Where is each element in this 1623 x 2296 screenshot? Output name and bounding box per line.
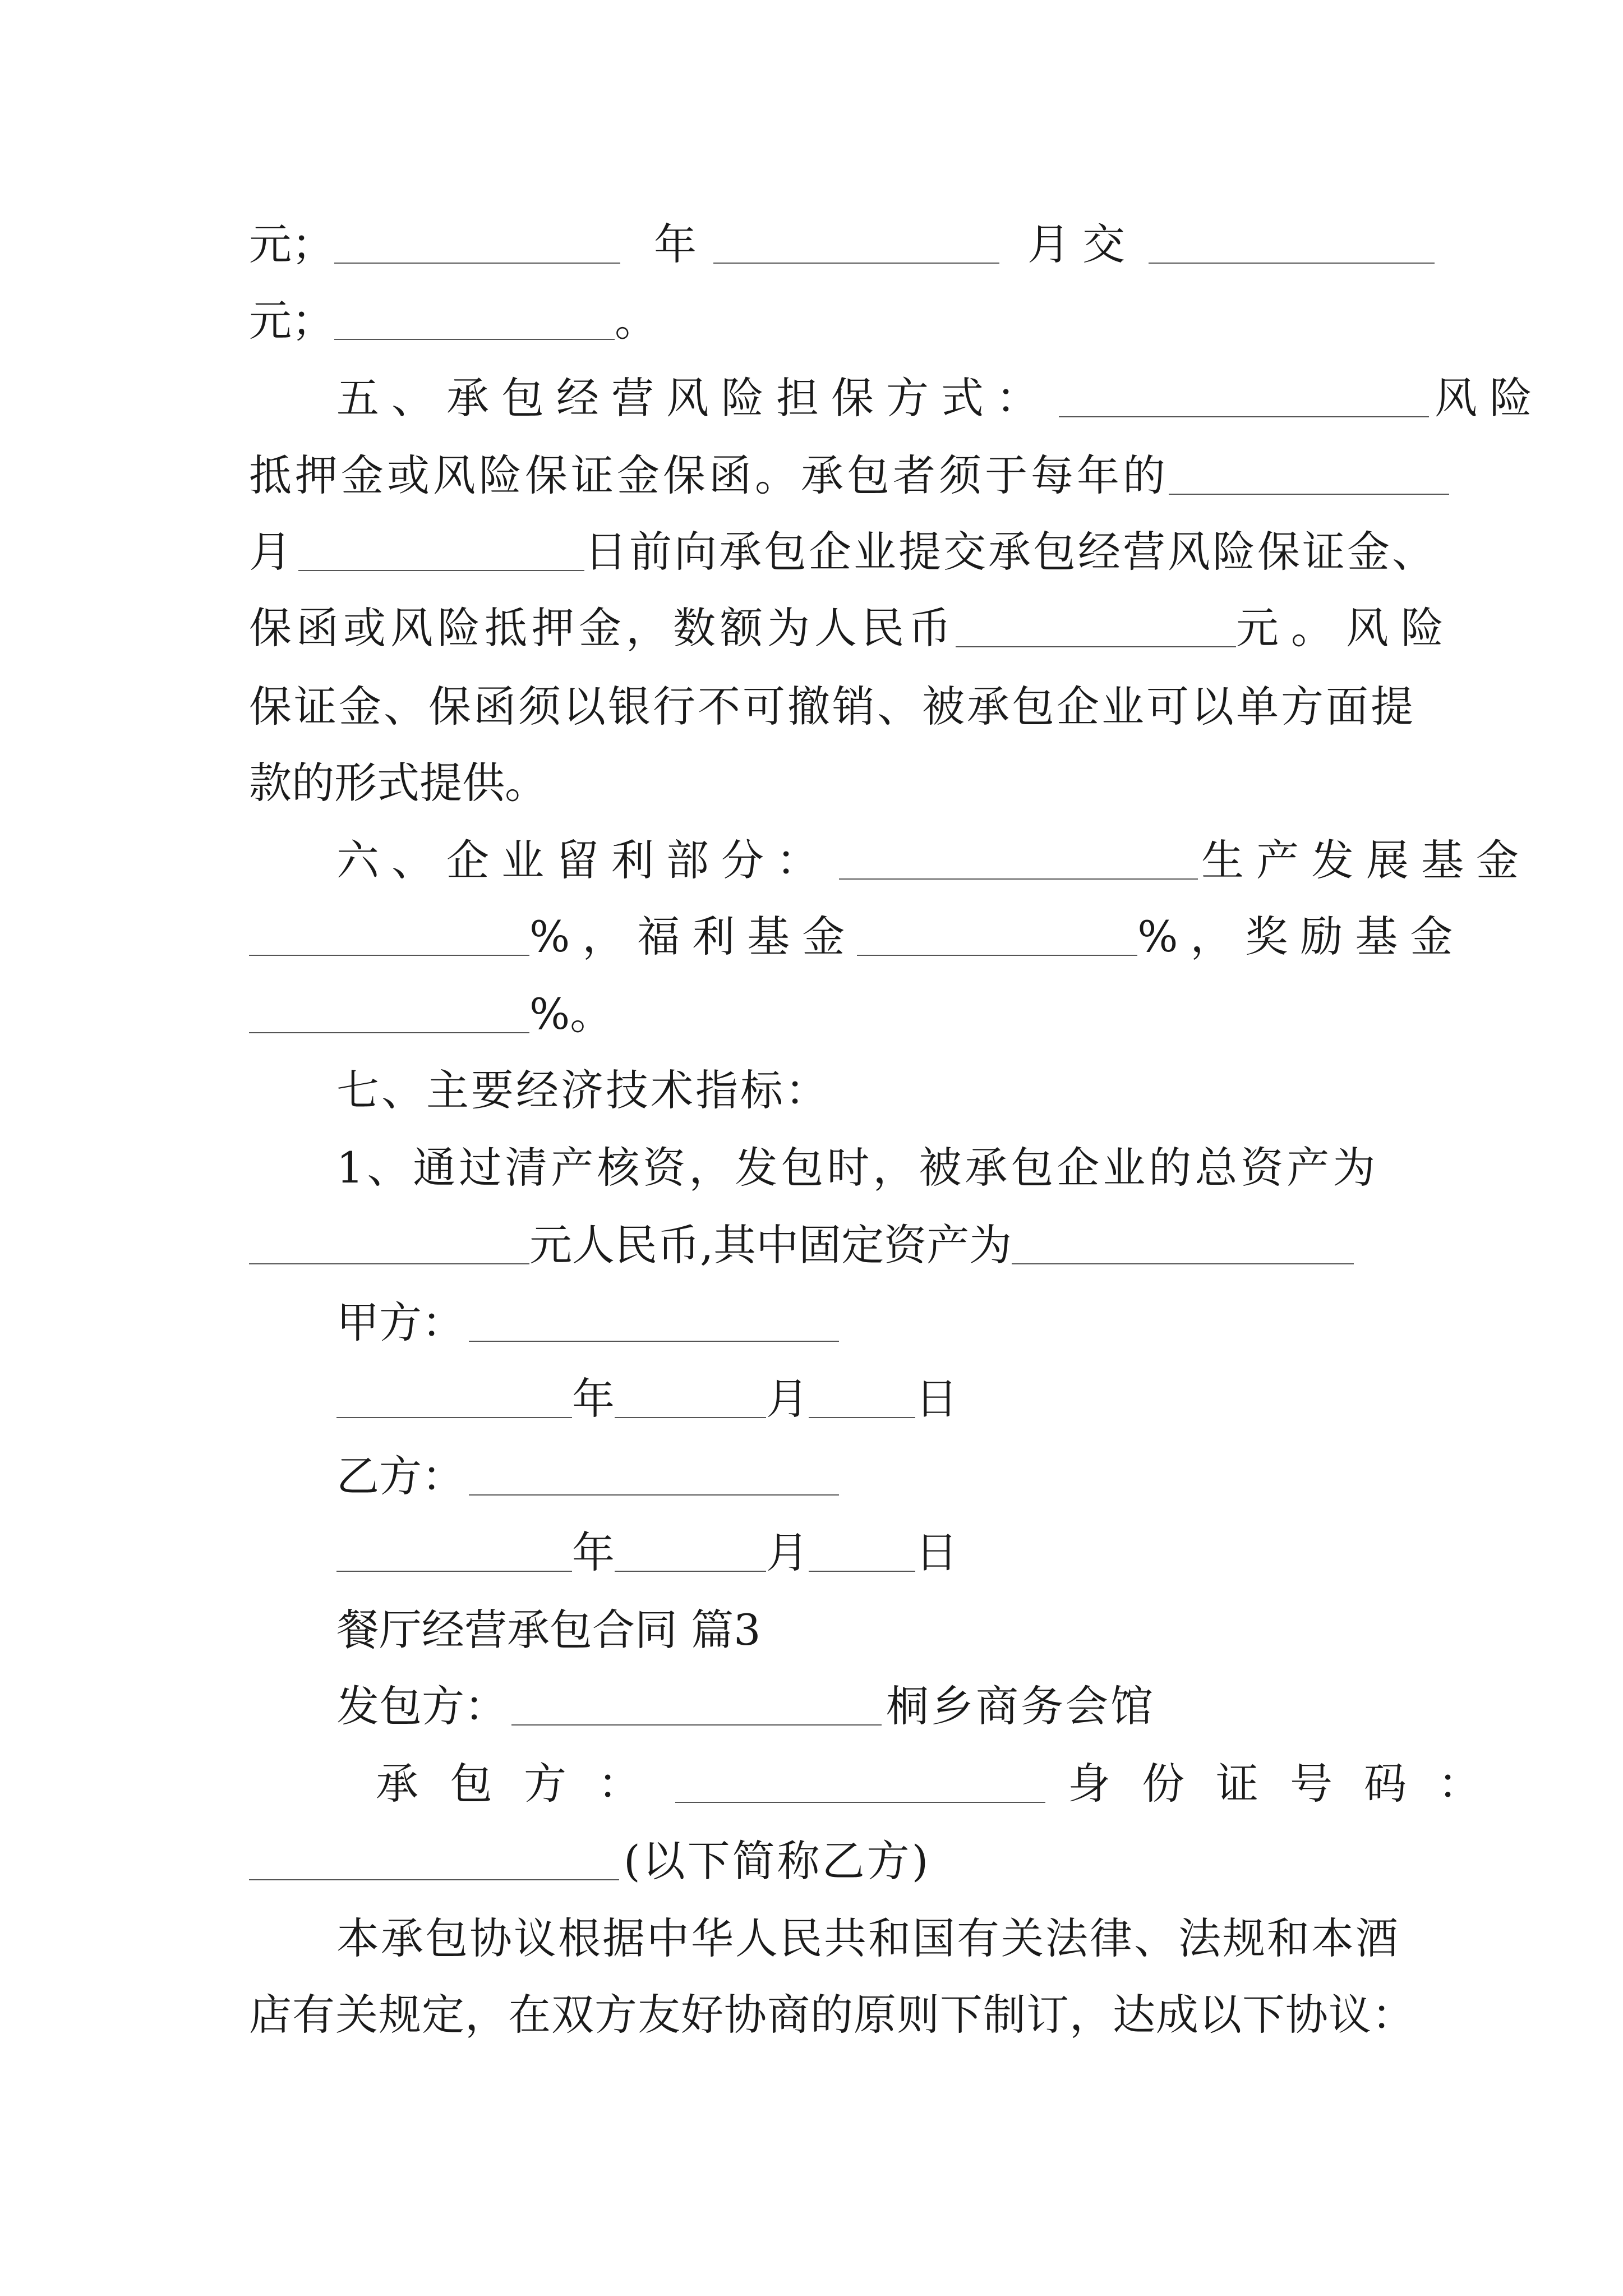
text-segment: 日前向承包企业提交承包经营风险保证金、 (584, 527, 1437, 577)
blank-field[interactable] (249, 920, 529, 956)
text-line-14 (249, 1206, 1387, 1273)
blank-field[interactable] (336, 1536, 572, 1572)
text-segment: 生产发展基金 (1201, 835, 1531, 885)
text-segment: 抵押金或风险保证金保函。承包者须于每年的 (249, 450, 1169, 500)
text-segment: 餐厅经营承包合同 篇3 (336, 1605, 761, 1655)
blank-field[interactable] (1012, 1228, 1354, 1264)
text-segment: 发包方： (336, 1681, 507, 1731)
signature-party-b (336, 1437, 1387, 1504)
text-segment: 五、承包经营风险担保方式： (336, 373, 1051, 423)
text-line-5 (249, 513, 1437, 580)
blank-field[interactable] (809, 1536, 915, 1572)
text-line-1 (249, 205, 1387, 273)
text-segment: 身份证号码： (1068, 1759, 1512, 1809)
blank-field[interactable] (511, 1690, 882, 1726)
text-segment: %，奖励基金 (1137, 912, 1465, 961)
signature-date-b (336, 1513, 1387, 1581)
text-segment: 六、企业留利部分： (336, 835, 831, 885)
blank-field[interactable] (1059, 381, 1429, 417)
signature-party-a (336, 1283, 1387, 1351)
blank-field[interactable] (334, 304, 615, 340)
text-segment: 款的形式提供。 (249, 758, 547, 808)
text-segment: 保函或风险抵押金，数额为人民币 (249, 603, 956, 653)
text-line-9 (336, 821, 1531, 889)
text-segment: 桐乡商务会馆 (886, 1681, 1155, 1731)
blank-field[interactable] (615, 1382, 766, 1418)
text-line-11 (249, 975, 1387, 1042)
text-line-20 (336, 1667, 1387, 1734)
text-segment: 保证金、保函须以银行不可撤销、被承包企业可以单方面提 (249, 682, 1415, 731)
text-segment: 。 (615, 296, 657, 346)
text-segment: 年 (572, 1374, 615, 1424)
blank-field[interactable] (956, 611, 1236, 647)
text-line-7 (249, 668, 1415, 735)
text-line-21 (376, 1745, 1512, 1812)
text-segment: 元。风险 (1236, 603, 1456, 653)
text-segment: 店有关规定，在双方友好协商的原则下制订，达成以下协议： (249, 1990, 1415, 2040)
text-segment: 月 (766, 1527, 809, 1577)
text-line-3 (336, 359, 1544, 426)
text-line-23 (336, 1899, 1400, 1967)
blank-field[interactable] (249, 1844, 619, 1880)
blank-field[interactable] (336, 1382, 572, 1418)
text-segment: 乙方： (336, 1451, 464, 1501)
text-segment: 年 (572, 1527, 615, 1577)
blank-field[interactable] (615, 1536, 766, 1572)
text-segment: 承包方： (376, 1759, 672, 1809)
text-segment: 七、主要经济技术指标： (336, 1065, 830, 1115)
section-heading (336, 1591, 1387, 1658)
text-segment: 本承包协议根据中华人民共和国有关法律、法规和本酒 (336, 1913, 1400, 1963)
text-segment: 甲方： (336, 1297, 464, 1347)
blank-field[interactable] (249, 1228, 529, 1264)
blank-field[interactable] (839, 844, 1198, 880)
blank-field[interactable] (334, 228, 620, 264)
text-line-8 (249, 744, 1387, 811)
text-line-13 (336, 1129, 1387, 1196)
text-segment: 月交 (1027, 219, 1137, 269)
blank-field[interactable] (713, 228, 999, 264)
text-segment: %。 (529, 989, 613, 1039)
text-segment: 元人民币,其中固定资产为 (529, 1220, 1012, 1270)
text-line-22 (249, 1822, 1387, 1889)
text-segment: 年 (654, 219, 697, 269)
text-segment: 1、通过清产核资，发包时，被承包企业的总资产为 (336, 1143, 1379, 1193)
text-segment: 月 (766, 1374, 809, 1424)
text-segment: 元； (249, 219, 334, 269)
blank-field[interactable] (809, 1382, 915, 1418)
text-segment: 月 (249, 527, 292, 577)
blank-field[interactable] (675, 1767, 1045, 1803)
text-segment: 日 (915, 1527, 958, 1577)
text-line-4 (249, 436, 1387, 504)
text-segment: (以下简称乙方) (624, 1836, 931, 1886)
signature-date-a (336, 1360, 1387, 1427)
blank-field[interactable] (249, 997, 529, 1033)
blank-field[interactable] (1149, 228, 1435, 264)
blank-field[interactable] (469, 1306, 839, 1342)
text-segment: %，福利基金 (529, 912, 857, 961)
text-line-24 (249, 1976, 1415, 2043)
text-line-10 (249, 898, 1465, 965)
text-segment: 日 (915, 1374, 958, 1424)
blank-field[interactable] (1169, 459, 1449, 495)
text-line-6 (249, 589, 1456, 656)
text-segment: 风险 (1435, 373, 1544, 423)
text-line-12 (336, 1051, 1387, 1119)
text-line-2 (249, 282, 1387, 349)
blank-field[interactable] (298, 535, 584, 571)
blank-field[interactable] (469, 1460, 839, 1496)
text-segment: 元； (249, 296, 334, 346)
blank-field[interactable] (857, 920, 1137, 956)
